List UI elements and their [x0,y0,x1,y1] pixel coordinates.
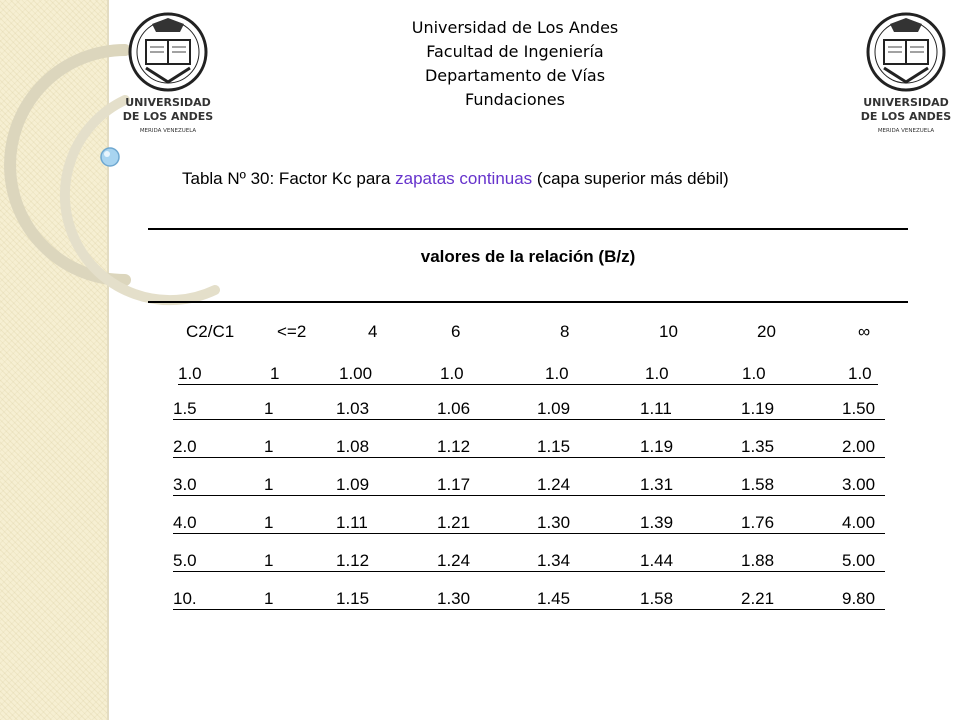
table-cell: 1.15 [537,437,571,456]
table-cell: 1.0 [742,364,766,383]
table-cell: 1.44 [640,551,674,570]
table-cell: 1.06 [437,399,471,418]
table-cell: 1.34 [537,551,571,570]
table-cell: 1.88 [741,551,775,570]
table-cell: 1.24 [537,475,571,494]
table-cell: 1.17 [437,475,471,494]
table-cell: 1.76 [741,513,775,532]
table-cell: 1.0 [545,364,569,383]
column-header: 4 [368,322,378,341]
table-cell: 1 [264,513,274,532]
table-cell: 4.00 [842,513,876,532]
university-name: Universidad de Los Andes [411,18,619,37]
caption-prefix: Tabla Nº 30: Factor Kc para [182,169,396,188]
table-cell: 5.0 [173,551,197,570]
table-caption [150,168,960,190]
table-cell: 1.45 [537,589,571,608]
logo-name-line2: DE LOS ANDES [860,110,952,123]
table-cell: 1.09 [336,475,370,494]
table-cell: 1.0 [848,364,872,383]
logo-name-line1: UNIVERSIDAD [125,96,211,109]
row-underline [173,571,885,572]
bottom-rule [148,301,908,303]
university-logo-right [860,10,952,140]
table-cell: 1.12 [437,437,471,456]
table-cell: 1 [264,551,274,570]
table-cell: 4.0 [173,513,197,532]
bullet-dot [101,148,119,166]
table-cell: 1.0 [178,364,202,383]
row-underline [173,533,885,534]
column-header: 8 [560,322,570,341]
column-header: <=2 [277,322,307,341]
top-rule [148,228,908,230]
table-cell: 2.21 [741,589,775,608]
table-cell: 1 [264,437,274,456]
department-name: Departamento de Vías [424,66,606,85]
table-cell: 1.12 [336,551,370,570]
course-name: Fundaciones [465,90,565,109]
table-cell: 1.19 [640,437,674,456]
table-cell: 1.5 [173,399,197,418]
column-header: 10 [659,322,678,341]
table-cell: 1.21 [437,513,471,532]
table-cell: 10. [173,589,197,608]
table-cell: 1.03 [336,399,370,418]
university-crest-icon [130,14,206,90]
table-cell: 1.30 [437,589,471,608]
logo-name-line2: DE LOS ANDES [122,110,214,123]
faculty-name: Facultad de Ingeniería [426,42,604,61]
table-cell: 1.19 [741,399,775,418]
table-cell: 2.00 [842,437,876,456]
table-cell: 1 [264,475,274,494]
table-cell: 1.35 [741,437,775,456]
table-cell: 1.39 [640,513,674,532]
caption-highlight: zapatas continuas [395,169,533,188]
university-crest-icon [868,14,944,90]
table-cell: 1.00 [339,364,373,383]
row-underline [178,384,878,385]
column-header: C2/C1 [186,322,235,341]
table-subheading: valores de la relación (B/z) [420,247,636,266]
table-cell: 1 [270,364,280,383]
logo-location: MERIDA VENEZUELA [139,128,197,134]
row-underline [173,419,885,420]
table-cell: 1.58 [640,589,674,608]
row-underline [173,457,885,458]
institution-header [330,16,700,112]
table-cell: 1.58 [741,475,775,494]
table-cell: 1.31 [640,475,674,494]
column-header: 6 [451,322,461,341]
table-cell: 1.24 [437,551,471,570]
table-cell: 1.0 [440,364,464,383]
table-cell: 5.00 [842,551,876,570]
caption-suffix: (capa superior más débil) [532,169,729,188]
table-cell: 1 [264,589,274,608]
logo-location: MERIDA VENEZUELA [877,128,935,134]
row-underline [173,495,885,496]
table-cell: 1.50 [842,399,876,418]
table-cell: 1 [264,399,274,418]
table-cell: 1.30 [537,513,571,532]
table-cell: 1.08 [336,437,370,456]
table-cell: 1.0 [645,364,669,383]
table-cell: 1.11 [640,399,672,418]
row-underline [173,609,885,610]
table-cell: 1.11 [336,513,368,532]
logo-name-line1: UNIVERSIDAD [863,96,949,109]
column-header: 20 [757,322,776,341]
university-logo-left [122,10,214,140]
table-cell: 3.0 [173,475,197,494]
column-header: ∞ [858,322,871,341]
table-cell: 1.15 [336,589,370,608]
table-cell: 3.00 [842,475,876,494]
table-cell: 9.80 [842,589,876,608]
table-cell: 2.0 [173,437,197,456]
table-cell: 1.09 [537,399,571,418]
